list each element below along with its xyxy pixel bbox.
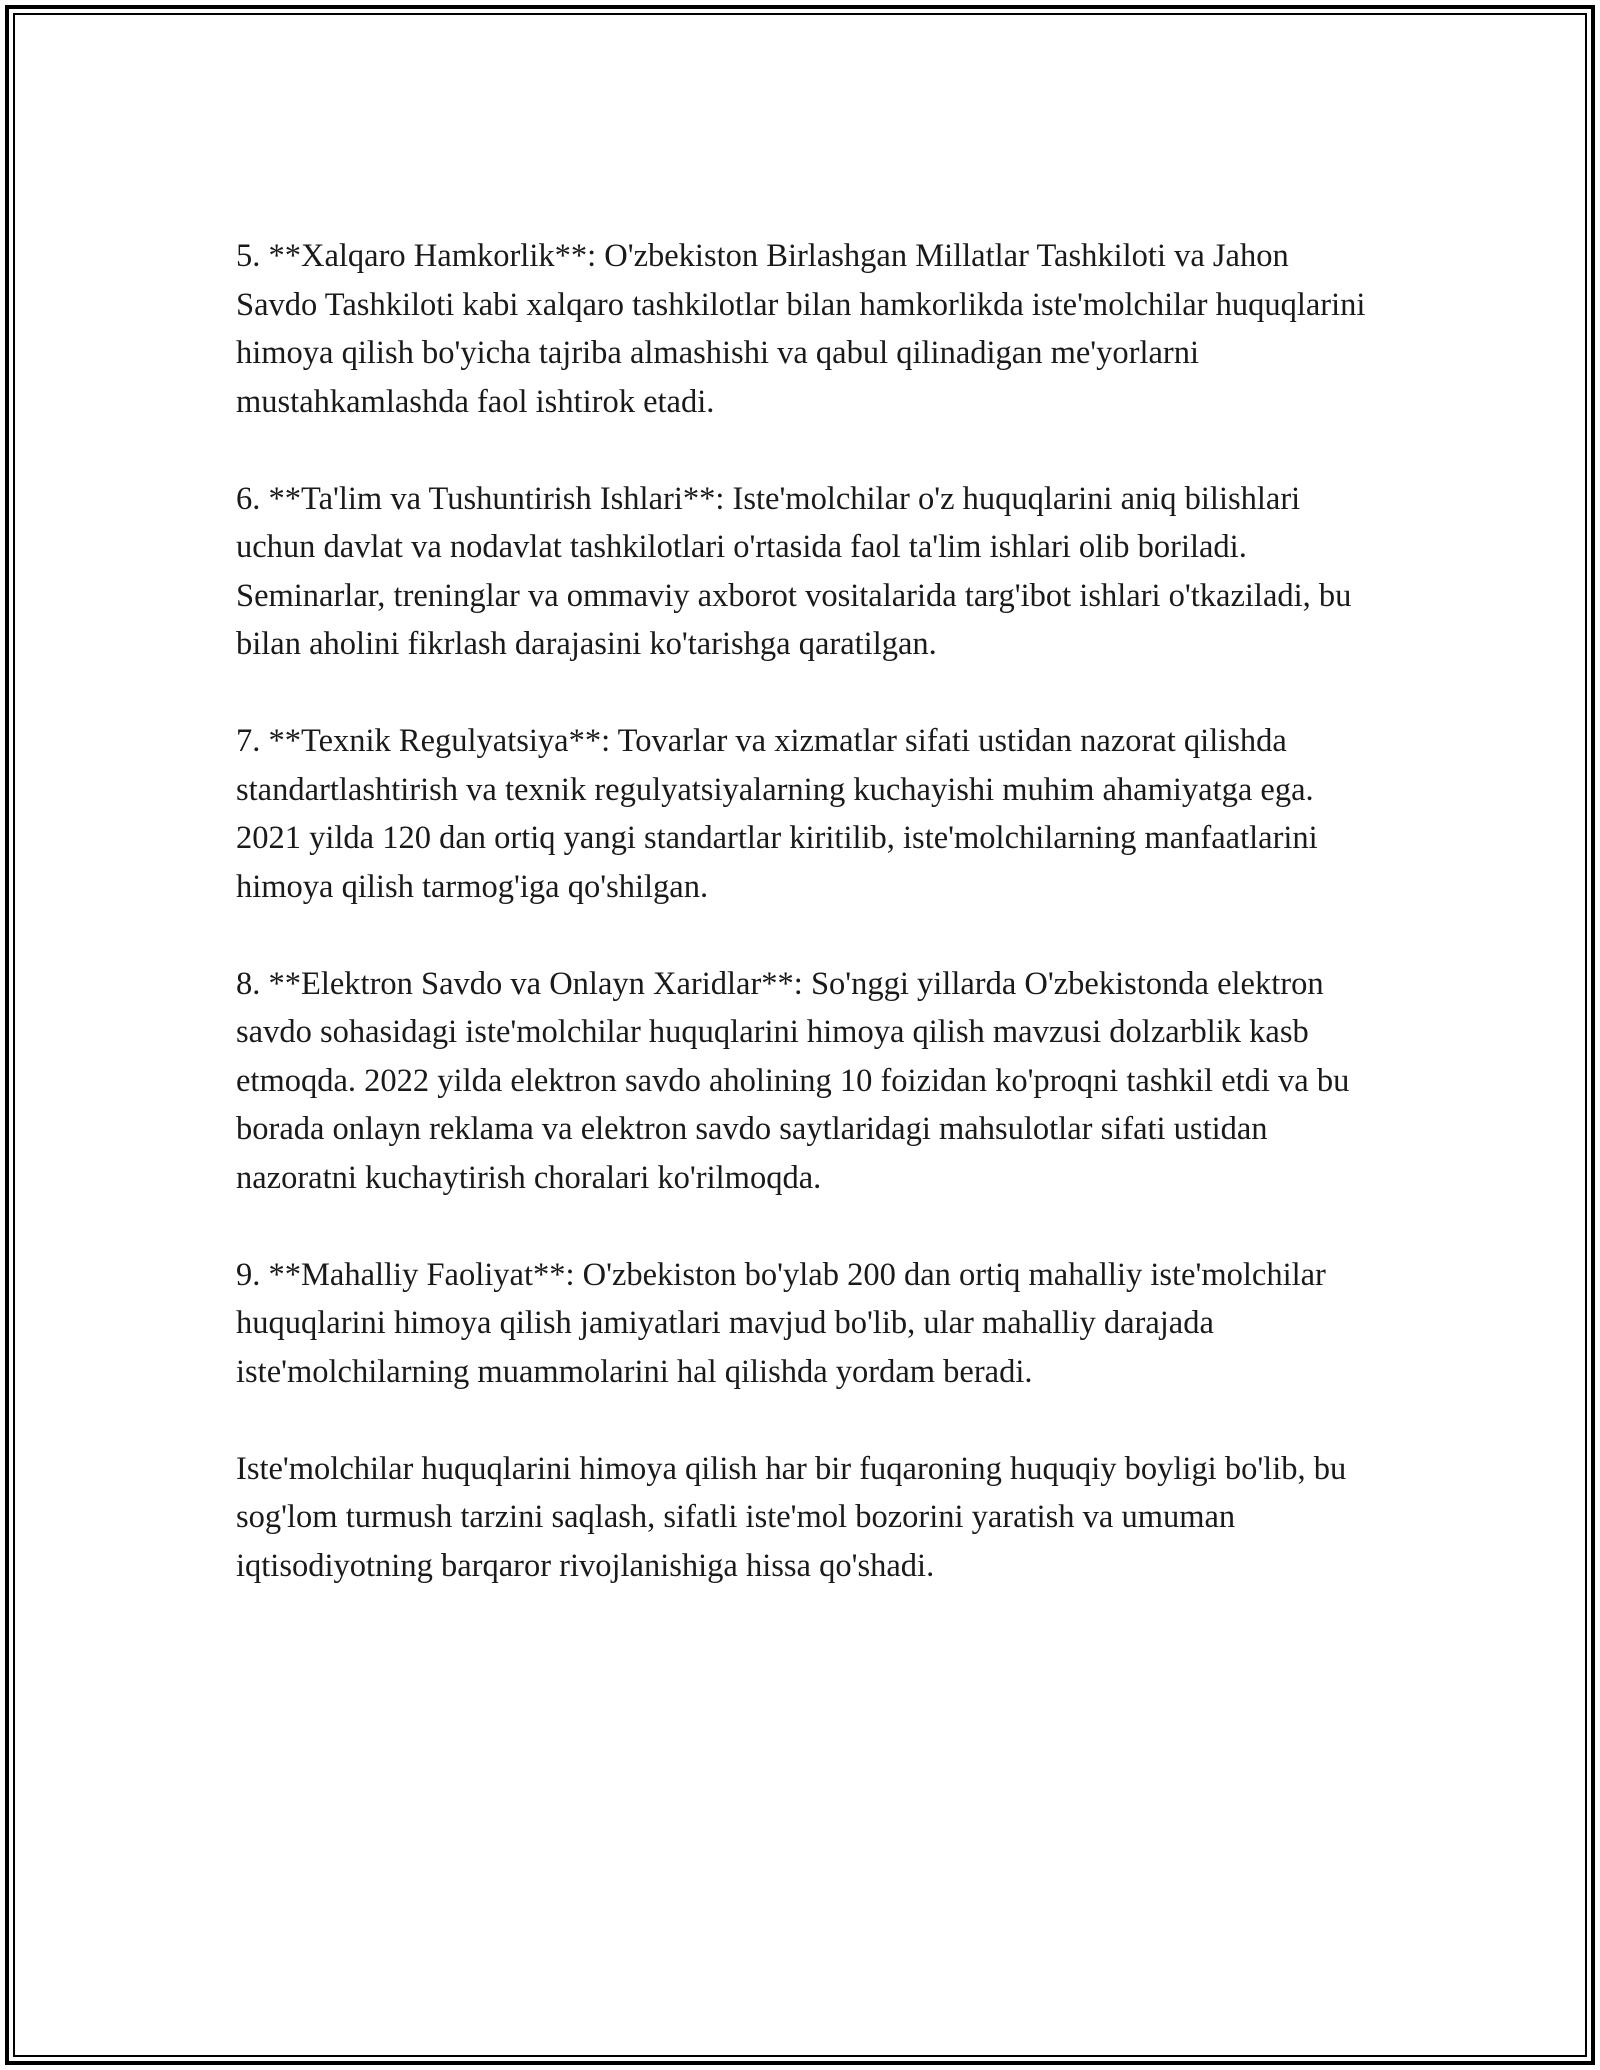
- paragraph-local-activity: 9. **Mahalliy Faoliyat**: O'zbekiston bo'ylab 200 dan ortiq mahalliy iste'molchilar huquqlarini himoya qilish jamiyatlari mavjud bo'lib, ular mahalliy darajada iste'molchilarning muammolarini hal qilishda yordam beradi.: [236, 1256, 1326, 1390]
- document-body: [236, 232, 1376, 1590]
- paragraph-international-cooperation: 5. **Xalqaro Hamkorlik**: O'zbekiston Birlashgan Millatlar Tashkiloti va Jahon Savdo Tashkiloti kabi xalqaro tashkilotlar bilan hamkorlikda iste'molchilar huquqlarini himoya qilish bo'yicha tajriba almashishi va qabul qilinadigan me'yorlarni mustahkamlashda faol ishtirok etadi.: [236, 238, 1366, 420]
- paragraph-technical-regulation: 7. **Texnik Regulyatsiya**: Tovarlar va xizmatlar sifati ustidan nazorat qilishda standartlashtirish va texnik regulyatsiyalarning kuchayishi muhim ahamiyatga ega. 2021 yilda 120 dan ortiq yangi standartlar kiritilib, iste'molchilarning manfaatlarini himoya qilish tarmog'iga qo'shilgan.: [236, 723, 1318, 905]
- paragraph-e-commerce: 8. **Elektron Savdo va Onlayn Xaridlar**: So'nggi yillarda O'zbekistonda elektron savdo sohasidagi iste'molchilar huquqlarini himoya qilish mavzusi dolzarblik kasb etmoqda. 2022 yilda elektron savdo aholining 10 foizidan ko'proqni tashkil etdi va bu borada onlayn reklama va elektron savdo saytlaridagi mahsulotlar sifati ustidan nazoratni kuchaytirish choralari ko'rilmoqda.: [236, 965, 1350, 1196]
- paragraph-conclusion: Iste'molchilar huquqlarini himoya qilish har bir fuqaroning huquqiy boyligi bo'lib, bu sog'lom turmush tarzini saqlash, sifatli iste'mol bozorini yaratish va umuman iqtisodiyotning barqaror rivojlanishiga hissa qo'shadi.: [236, 1450, 1347, 1584]
- paragraph-education-outreach: 6. **Ta'lim va Tushuntirish Ishlari**: Iste'molchilar o'z huquqlarini aniq bilishlari uchun davlat va nodavlat tashkilotlari o'rtasida faol ta'lim ishlari olib boriladi. Seminarlar, treninglar va ommaviy axborot vositalarida targ'ibot ishlari o'tkaziladi, bu bilan aholini fikrlash darajasini ko'tarishga qaratilgan.: [236, 480, 1352, 662]
